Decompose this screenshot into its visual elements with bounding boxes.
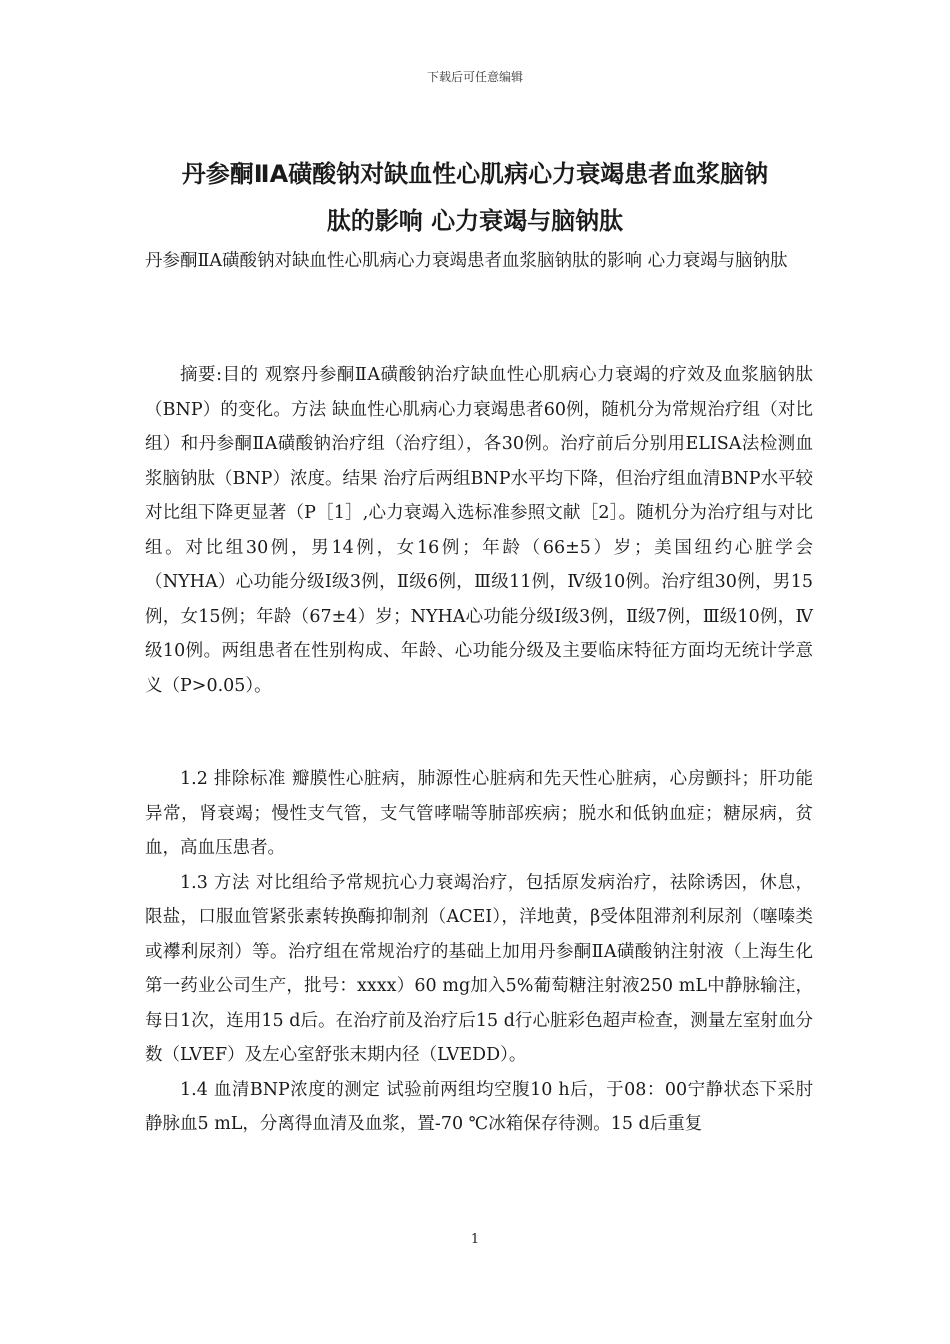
document-title-line-1: 丹参酮ⅡA磺酸钠对缺血性心肌病心力衰竭患者血浆脑钠	[181, 160, 769, 188]
page-number: 1	[470, 1232, 480, 1247]
document-subtitle	[145, 244, 813, 279]
subtitle-paragraph: 丹参酮ⅡA磺酸钠对缺血性心肌病心力衰竭患者血浆脑钠肽的影响 心力衰竭与脑钠肽	[145, 251, 788, 271]
section-paragraph: 1.3 方法 对比组给予常规抗心力衰竭治疗，包括原发病治疗，祛除诱因，休息，限盐，口服血管紧张素转换酶抑制剂（ACEI），洋地黄，β受体阻滞剂利尿剂（噻嗪类或襻利尿剂）等。治疗组在常规治疗的基础上加用丹参酮ⅡA磺酸钠注射液（上海生化第一药业公司生产，批号：xxxx）60 mg加入5%葡萄糖注射液250 mL中静脉输注，每日1次，连用15 d后。在治疗前及治疗后15 d行心脏彩色超声检查，测量左室射血分数（LVEF）及左心室舒张末期内径（LVEDD）。	[145, 872, 813, 1065]
abstract-block	[145, 358, 813, 703]
abstract-paragraph: 摘要:目的 观察丹参酮ⅡA磺酸钠治疗缺血性心肌病心力衰竭的疗效及血浆脑钠肽（BNP）的变化。方法 缺血性心肌病心力衰竭患者60例，随机分为常规治疗组（对比组）和丹参酮ⅡA磺酸钠治疗组（治疗组），各30例。治疗前后分别用ELISA法检测血浆脑钠肽（BNP）浓度。结果 治疗后两组BNP水平均下降，但治疗组血清BNP水平较对比组下降更显著（P［1］,心力衰竭入选标准参照文献［2］。随机分为治疗组与对比组。对比组30例，男14例，女16例；年龄（66±5）岁；美国纽约心脏学会（NYHA）心功能分级Ⅰ级3例，Ⅱ级6例，Ⅲ级11例，Ⅳ级10例。治疗组30例，男15例，女15例；年龄（67±4）岁；NYHA心功能分级Ⅰ级3例，Ⅱ级7例，Ⅲ级10例，Ⅳ级10例。两组患者在性别构成、年龄、心功能分级及主要临床特征方面均无统计学意义（P>0.05）。	[145, 365, 813, 696]
document-title-line-2: 肽的影响 心力衰竭与脑钠肽	[326, 207, 624, 235]
section-paragraph: 1.4 血清BNP浓度的测定 试验前两组均空腹10 h后，于08：00宁静状态下采肘静脉血5 mL，分离得血清及血浆，置-70 ℃冰箱保存待测。15 d后重复	[145, 1079, 813, 1134]
header-note: 下载后可任意编辑	[426, 70, 523, 84]
section-paragraph: 1.2 排除标准 瓣膜性心脏病，肺源性心脏病和先天性心脏病，心房颤抖；肝功能异常，肾衰竭；慢性支气管，支气管哮喘等肺部疾病；脱水和低钠血症；糖尿病，贫血，高血压患者。	[145, 769, 813, 858]
body-sections	[145, 762, 813, 1142]
